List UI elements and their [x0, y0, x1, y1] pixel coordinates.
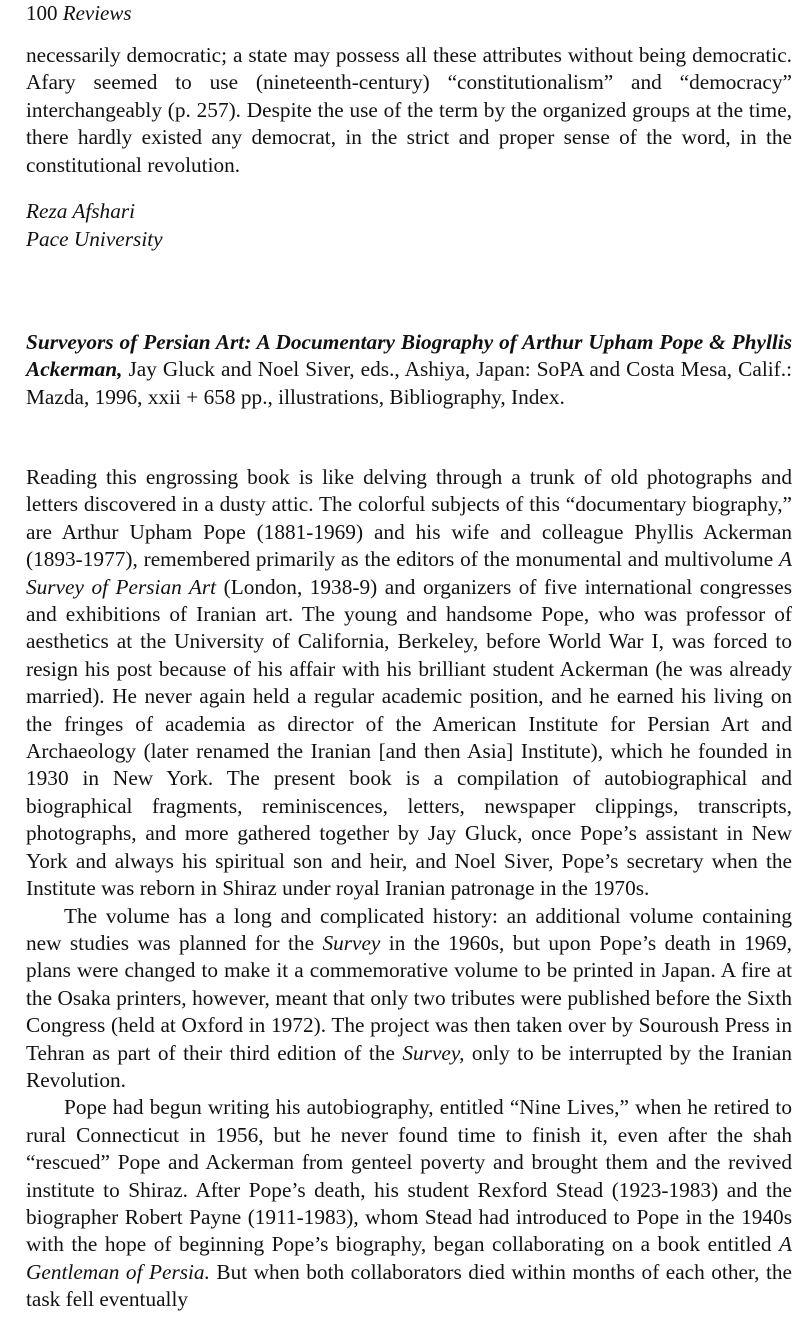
paragraph-3: Pope had begun writing his autobiography, entitled “Nine Lives,” when he retired to rural Connecticut in 1956, but he never found time to finish it, even after the shah “rescued” Pope and Ackerman from genteel poverty and brought them and the revived institute to Shiraz. After Pope’s death, his student Rexford Stead (1923-1983) and the biographer Robert Payne (1911-1983), whom Stead had introduced to Pope in the 1940s with the hope of beginning Pope’s biography, began collaborating on a book entitled A Gentleman of Persia. But when both collaborators died within months of each other, the task fell eventually [26, 1095, 793, 1312]
book-title: Surveyors of Persian Art: A Documentary Biography of Arthur Upham Pope & Phyllis Ackerman, [26, 330, 792, 382]
paragraph-1: Reading this engrossing book is like delving through a trunk of old photographs and letters discovered in a dusty attic. The colorful subjects of this “documentary biography,” are Arthur Upham Pope (1881-1969) and his wife and colleague Phyllis Ackerman (1893-1977), remembered primarily as the editors of the monumental and multivolume A Survey of Persian Art (London, 1938-9) and organizers of five international congresses and exhibitions of Iranian art. The young and handsome Pope, who was professor of aesthetics at the University of California, Berkeley, before World War I, was forced to resign his post because of his affair with his brilliant student Ackerman (he was already married). He never again held a regular academic position, and he earned his living on the fringes of academia as director of the American Institute for Persian Art and Archaeology (later renamed the Iranian [and then Asia] Institute), which he founded in 1930 in New York. The present book is a compilation of autobiographical and biographical fragments, reminiscences, letters, newspaper clippings, transcripts, photographs, and more gathered together by Jay Gluck, once Pope’s assistant in New York and always his spiritual son and heir, and Noel Siver, Pope’s secretary when the Institute was reborn in Shiraz under royal Iranian patronage in the 1970s. [26, 465, 792, 901]
review-citation [26, 329, 792, 411]
paragraph-2: The volume has a long and complicated history: an additional volume containing new studies was planned for the Survey in the 1960s, but upon Pope’s death in 1969, plans were changed to make it a commemorative volume to be printed in Japan. A fire at the Osaka printers, however, meant that only two tributes were published before the Sixth Congress (held at Oxford in 1972). The project was then taken over by Souroush Press in Tehran as part of their third edition of the Survey, only to be interrupted by the Iranian Revolution. [26, 903, 793, 1092]
running-head [26, 0, 132, 26]
review-body [26, 464, 792, 1314]
reviewer-name: Reza Afshari [26, 199, 136, 223]
carryover-paragraph [26, 42, 792, 179]
page-number: 100 [26, 1, 58, 25]
book-details: Jay Gluck and Noel Siver, eds., Ashiya, Japan: SoPA and Costa Mesa, Calif.: Mazda, 1996, xxii + 658 pp., illustrations, Bibliography, Index. [26, 357, 792, 409]
reviewer-signature [26, 197, 163, 253]
review-header [26, 329, 792, 411]
section-title: Reviews [62, 1, 132, 25]
reviewer-affiliation: Pace University [26, 227, 163, 251]
carryover-text: necessarily democratic; a state may possess all these attributes without being democratic. Afary seemed to use (nineteenth-century) “constitutionalism” and “democracy” interchangeably (p. 257). Despite the use of the term by the organized groups at the time, there hardly existed any democrat, in the strict and proper sense of the word, in the constitutional revolution. [26, 43, 792, 177]
